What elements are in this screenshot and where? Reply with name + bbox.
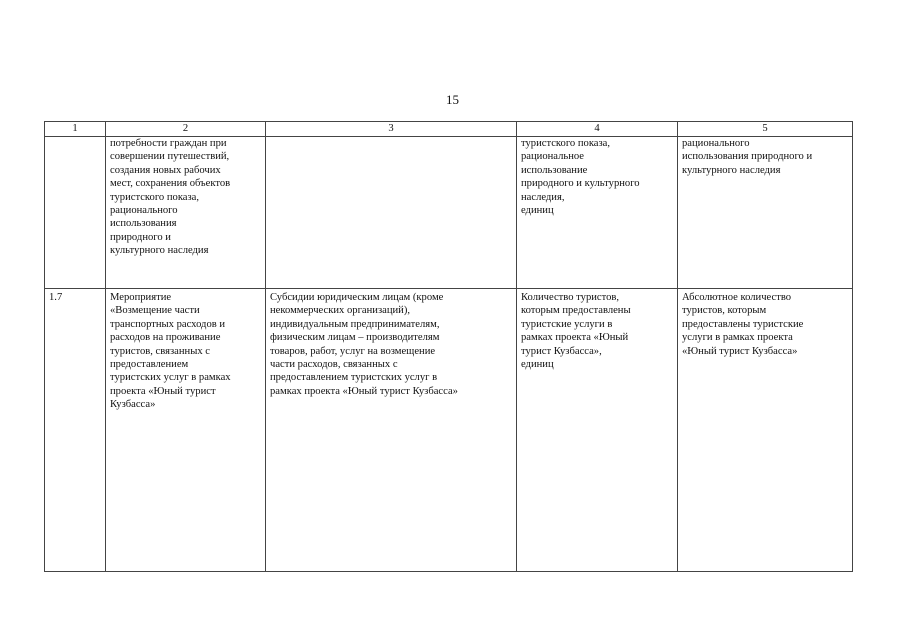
table-row	[45, 289, 853, 572]
description-text: Субсидии юридическим лицам (кроме некоммерческих организаций), индивидуальным предпринимателям, физическим лицам – производителям товаров, работ, услуг на возмещение части расходов, связанных с предоставлением туристских услуг в рамках проекта «Юный турист Кузбасса»	[270, 292, 458, 397]
column-header-3: 3	[266, 122, 517, 137]
row-number: 1.7	[49, 292, 63, 303]
description-cell	[266, 137, 517, 289]
indicator-text: Количество туристов, которым предоставлены туристские услуги в рамках проекта «Юный турист Кузбасса», единиц	[521, 292, 631, 371]
measure-cell	[106, 289, 266, 572]
measure-text: Мероприятие «Возмещение части транспортных расходов и расходов на проживание туристов, связанных с предоставлением туристских услуг в рамках проекта «Юный турист Кузбасса»	[110, 292, 231, 411]
method-cell	[678, 137, 853, 289]
measure-cell	[106, 137, 266, 289]
column-header-4: 4	[517, 122, 678, 137]
table-row	[45, 137, 853, 289]
column-header-2: 2	[106, 122, 266, 137]
indicator-text: туристского показа, рациональное использование природного и культурного наследия, единиц	[521, 138, 640, 217]
table-header-row	[45, 122, 853, 137]
document-table	[44, 121, 853, 572]
column-header-1: 1	[45, 122, 106, 137]
measure-text: потребности граждан при совершении путешествий, создания новых рабочих мест, сохранения объектов туристского показа, рационального использования природного и культурного наследия	[110, 138, 231, 257]
column-header-5: 5	[678, 122, 853, 137]
indicator-cell	[517, 289, 678, 572]
method-text: рационального использования природного и культурного наследия	[682, 138, 813, 176]
indicator-cell	[517, 137, 678, 289]
description-cell	[266, 289, 517, 572]
method-cell	[678, 289, 853, 572]
row-number-cell	[45, 137, 106, 289]
row-number-cell	[45, 289, 106, 572]
page-number: 15	[446, 92, 459, 107]
method-text: Абсолютное количество туристов, которым предоставлены туристские услуги в рамках проекта «Юный турист Кузбасса»	[682, 292, 804, 357]
